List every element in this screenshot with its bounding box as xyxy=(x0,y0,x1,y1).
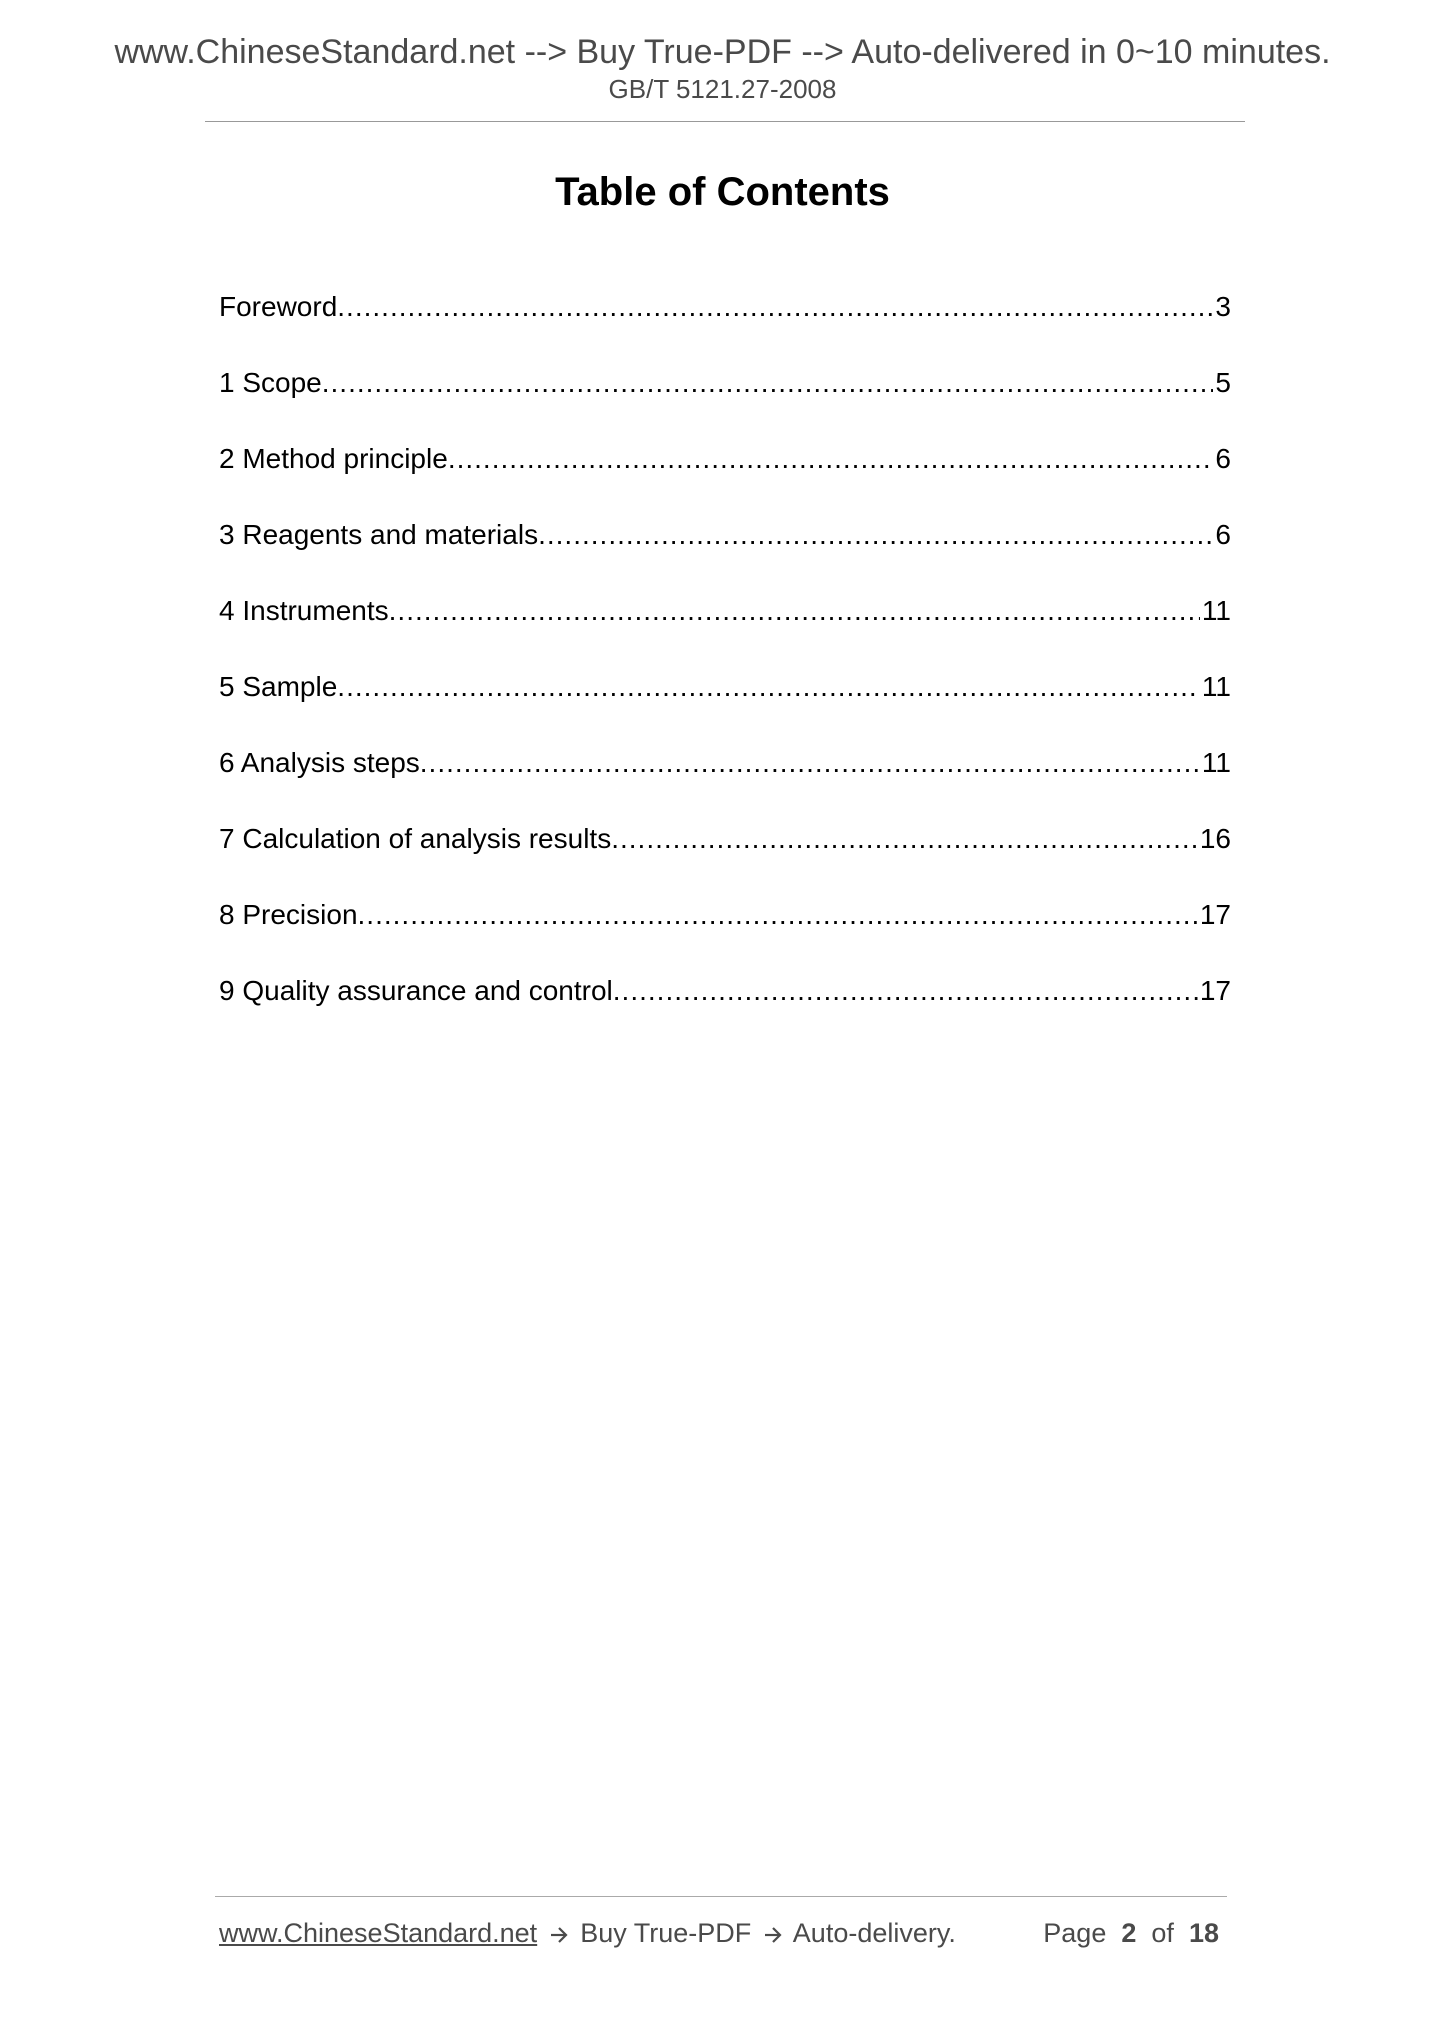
dot-leader xyxy=(337,667,1200,707)
standard-number: GB/T 5121.27-2008 xyxy=(608,74,837,104)
header-divider xyxy=(205,121,1245,122)
toc-entry-sample[interactable] xyxy=(219,667,1231,743)
toc-entry-page: 5 xyxy=(1215,367,1231,398)
toc-list xyxy=(219,287,1231,1047)
total-pages-number: 18 xyxy=(1188,1918,1219,1948)
right-arrow-icon xyxy=(763,1913,783,1953)
site-link[interactable]: www.ChineseStandard.net xyxy=(219,1918,538,1948)
toc-entry-label: 7 Calculation of analysis results xyxy=(219,823,612,854)
toc-entry-page: 6 xyxy=(1215,519,1231,550)
toc-entry-page: 16 xyxy=(1199,823,1231,854)
header-banner: www.ChineseStandard.net --> Buy True-PDF --> Auto-delivered in 0~10 minutes. xyxy=(114,33,1331,71)
toc-entry-label: 2 Method principle xyxy=(219,443,448,474)
dot-leader xyxy=(448,439,1214,479)
toc-entry-page: 3 xyxy=(1215,291,1231,322)
dot-leader xyxy=(420,743,1200,783)
page-title: Table of Contents xyxy=(555,170,890,214)
toc-entry-page: 11 xyxy=(1201,747,1231,778)
toc-entry-instruments[interactable] xyxy=(219,591,1231,667)
toc-entry-label: 3 Reagents and materials xyxy=(219,519,539,550)
buy-true-pdf-text: Buy True-PDF xyxy=(580,1918,752,1948)
toc-entry-label: 5 Sample xyxy=(219,671,338,702)
toc-entry-foreword[interactable] xyxy=(219,287,1231,363)
dot-leader xyxy=(538,515,1213,555)
current-page-number: 2 xyxy=(1121,1918,1137,1948)
toc-entry-page: 17 xyxy=(1199,975,1231,1006)
page-word: Page xyxy=(1043,1918,1107,1948)
toc-entry-label: Foreword xyxy=(219,291,338,322)
toc-entry-analysis-steps[interactable] xyxy=(219,743,1231,819)
toc-entry-method-principle[interactable] xyxy=(219,439,1231,515)
dot-leader xyxy=(337,287,1213,327)
toc-entry-page: 11 xyxy=(1201,671,1231,702)
toc-entry-label: 1 Scope xyxy=(219,367,322,398)
footer-divider xyxy=(215,1896,1227,1897)
toc-entry-label: 8 Precision xyxy=(219,899,358,930)
toc-entry-label: 9 Quality assurance and control xyxy=(219,975,613,1006)
toc-entry-precision[interactable] xyxy=(219,895,1231,971)
dot-leader xyxy=(613,971,1198,1011)
toc-entry-scope[interactable] xyxy=(219,363,1231,439)
toc-entry-label: 4 Instruments xyxy=(219,595,389,626)
toc-entry-calculation-of-analysis-results[interactable] xyxy=(219,819,1231,895)
toc-entry-reagents-and-materials[interactable] xyxy=(219,515,1231,591)
of-word: of xyxy=(1151,1918,1174,1948)
toc-entry-quality-assurance-and-control[interactable] xyxy=(219,971,1231,1047)
dot-leader xyxy=(322,363,1214,403)
dot-leader xyxy=(611,819,1198,859)
right-arrow-icon xyxy=(549,1913,569,1953)
page-footer xyxy=(219,1913,1219,1953)
dot-leader xyxy=(389,591,1200,631)
toc-entry-label: 6 Analysis steps xyxy=(219,747,420,778)
auto-delivery-text: Auto-delivery. xyxy=(792,1918,956,1948)
toc-entry-page: 17 xyxy=(1199,899,1231,930)
page-indicator xyxy=(1043,1913,1219,1953)
toc-entry-page: 11 xyxy=(1201,595,1231,626)
toc-entry-page: 6 xyxy=(1215,443,1231,474)
dot-leader xyxy=(358,895,1198,935)
